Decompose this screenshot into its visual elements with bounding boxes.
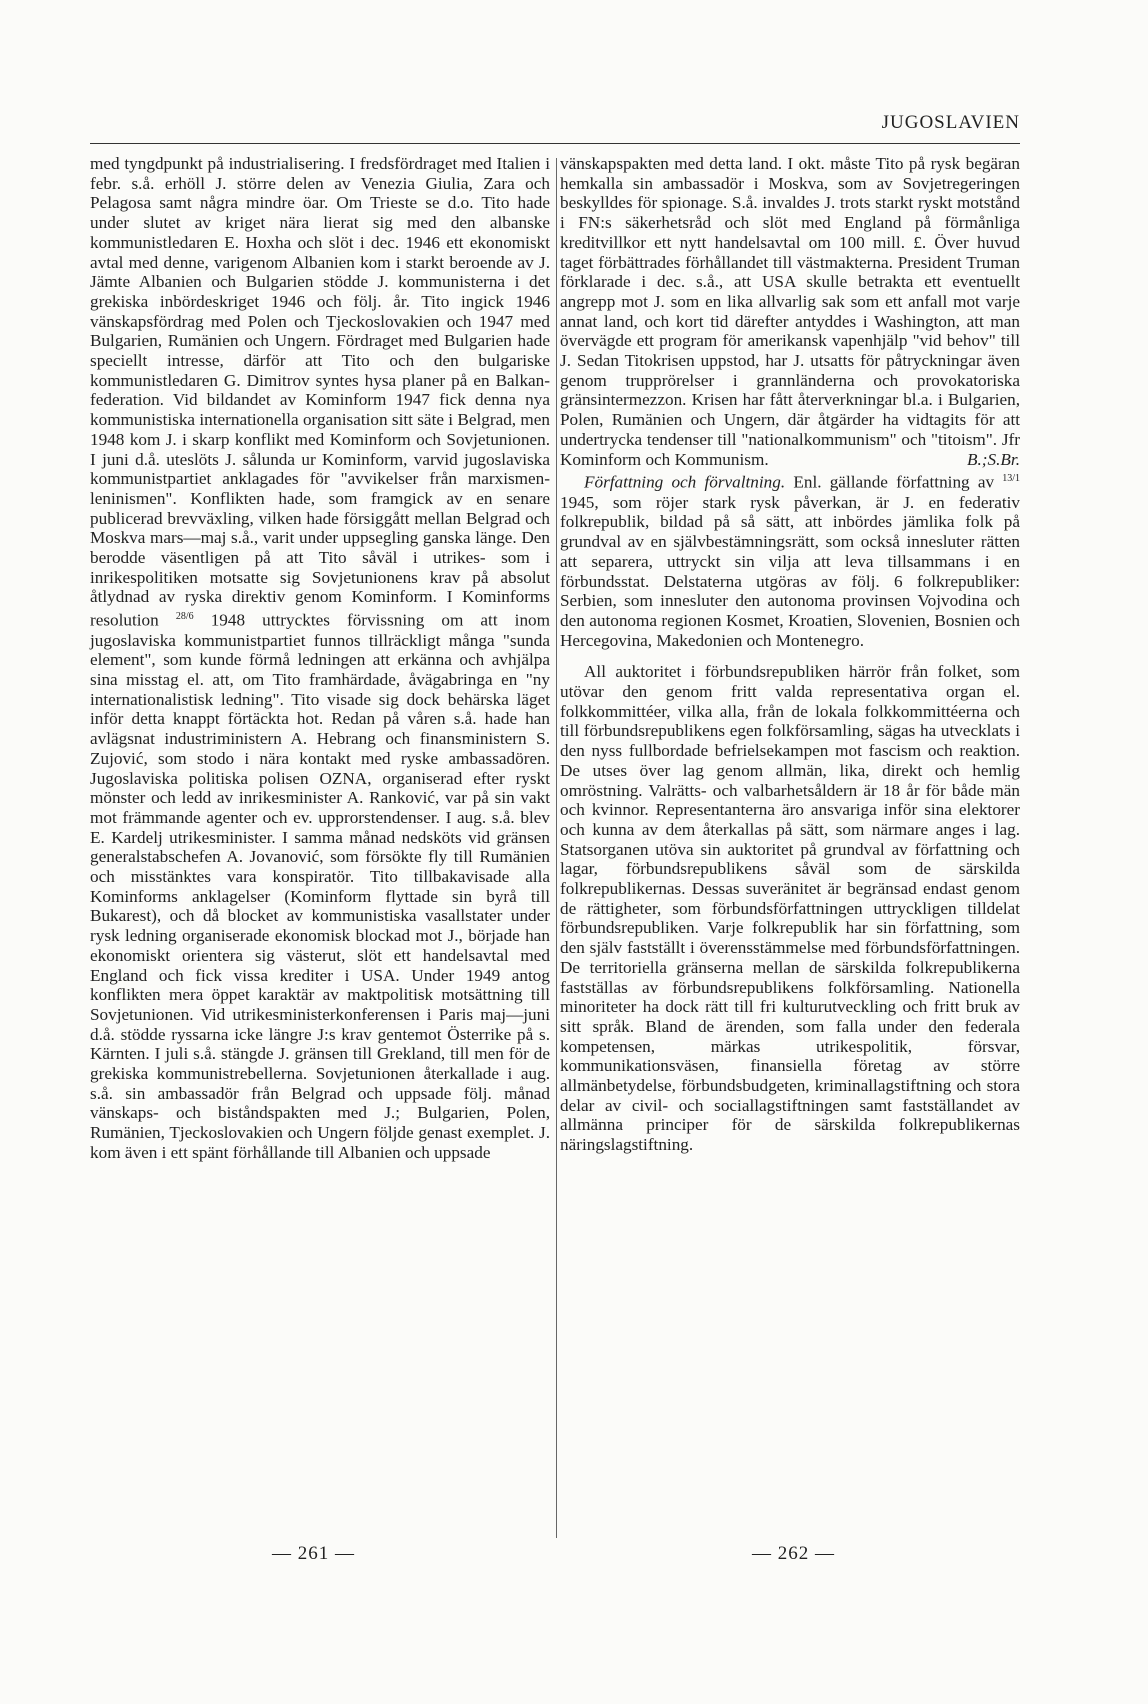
section-heading: Författning och förvaltning. <box>584 472 786 492</box>
right-paragraph-1-text: vänskapspakten med detta land. I okt. måste Tito på rysk begäran hemkalla sin ambassadör i Moskva, som av Sovjetregeringen beskylldes för spionage. S.å. invaldes J. trots starkt ryskt motstånd i FN:s säkerhetsråd och slöt med England på förmånliga kreditvillkor ett nytt handelsavtal om 100 mill. £. Över huvud taget förbättrades förhållandet till västmakterna. President Truman förklarade i dec. s.å., att USA skulle betrakta ett eventuellt angrepp mot J. som en lika allvarlig sak som ett anfall mot varje annat land, och kort tid därefter antyddes i Washington, att man övervägde ett program för amerikansk vapenhjälp "vid behov" till J. Sedan Titokrisen uppstod, har J. utsatts för påtryckningar även genom trupprörelser i grannländerna och provokatoriska gränsintermezzon. Krisen har fått återverkningar bl.a. i Bulgarien, Polen, Rumänien och Ungern, där åtgärder ha vidtagits för att undertrycka tendenser till "nationalkommunism" och "titoism". Jfr Kominform och Kommunism. <box>560 154 1020 469</box>
left-paragraph-part-1: med tyngdpunkt på industrialisering. I fredsfördraget med Italien i febr. s.å. erhöll J. större delen av Venezia Giulia, Zara och Pelagosa samt några mindre öar. Om Trieste se d.o. Tito hade under slutet av kriget nära lierat sig med den albanske kommunistledaren E. Hoxha och slöt i dec. 1946 ett ekonomiskt avtal med denne, varigenom Albanien kom i starkt beroende av J. Jämte Albanien och Bulgarien stödde J. kommunisterna i det grekiska inbördeskriget 1946 och följ. år. Tito ingick 1946 vänskapsfördrag med Polen och Tjeckoslovakien och 1947 med Bulgarien, Rumänien och Ungern. Fördraget med Bulgarien hade speciellt intresse, därför att Tito och den bulgariske kommunistledaren G. Dimitrov syntes hysa planer på en Balkan-federation. Vid bildandet av Kominform 1947 fick denna nya kommunistiska internationella organisation sitt säte i Belgrad, men 1948 kom J. i skarp konflikt med Kominform och Sovjetunionen. I juni d.å. uteslöts J. sålunda ur Kominform, varvid jugoslaviska kommunistpartiet anklagades för "avvikelser från marxismen-leninismen". Konflikten hade, som framgick av en senare publicerad brevväxling, vilken hade försiggått mellan Belgrad och Moskva mars—maj s.å., varit under uppsegling ganska länge. Den berodde väsentligen på att Tito såväl i utrikes- som i inrikespolitiken motsatte sig Sovjetunionens krav på absolut åtlydnad av ryska direktiv genom Kominform. I Kominforms resolution <box>90 154 550 630</box>
right-paragraph-1 <box>560 154 1020 469</box>
resolution-date-fraction: 28/6 <box>175 611 194 623</box>
right-paragraph-2 <box>560 469 1020 650</box>
running-head-title: JUGOSLAVIEN <box>881 112 1020 133</box>
left-paragraph-part-2: 1948 uttrycktes förvissning om att inom jugoslaviska kommunistpartiet funnos tillräckligt många "sunda element", som kunde förmå ledningen att erkänna och avhjälpa sina misstag el. att, om Tito framhärdade, åvägabringa en "ny internationalistisk ledning". Tito visade sig dock behärska läget inför detta knappt förtäckta hot. Redan på våren s.å. hade han avlägsnat industriministern A. Hebrang och finansministern S. Zujović, som stodo i nära kontakt med ryske ambassadören. Jugoslaviska politiska polisen OZNA, organiserad efter ryskt mönster och ledd av inrikesminister A. Ranković, var på sin vakt mot främmande agenter och ev. upprorstendenser. I aug. s.å. blev E. Kardelj utrikesminister. I samma månad nedsköts vid gränsen generalstabschefen A. Jovanović, som försökte fly till Rumänien och misstänktes vara konspiratör. Tito tillbakavisade alla Kominforms anklagelser (Kominform flyttade sin byrå till Bukarest), och då blocket av kommunistiska vasallstater under rysk ledning organiserade ekonomisk blockad mot J., började han ekonomiskt orientera sig västerut, slöt ett handelsavtal med England och fick vissa krediter i USA. Under 1949 antog konflikten mera öppet karaktär av maktpolitisk motsättning till Sovjetunionen. Vid utrikesministerkonferensen i Paris maj—juni d.å. stödde ryssarna icke längre J:s krav gentemot Österrike på s. Kärnten. I juli s.å. stängde J. gränsen till Grekland, till men för de grekiska kommunistrebellerna. Sovjetunionen återkallade i aug. s.å. sin ambassadör från Belgrad och uppsade följ. månad vänskaps- och biståndspakten med J.; Bulgarien, Polen, Rumänien, Tjeckoslovakien och Ungern följde genast exemplet. J. kom även i ett spänt förhållande till Albanien och uppsade <box>90 610 551 1162</box>
right-paragraph-3: All auktoritet i förbundsrepubliken härrör från folket, som utövar den genom fritt valda representativa organ el. folkkommittéer, vilka alla, från de lokala folkkommittéerna och till förbundsrepublikens egen folkförsamling, sägas ha utvecklats i den nyss fullbordade befrielsekampen mot fascism och reaktion. De utses över lag genom allmän, lika, direkt och hemlig omröstning. Valrätts- och valbarhetsåldern är 18 år för både män och kvinnor. Representanterna äro ansvariga inför sina elektorer och kunna av dem återkallas på sätt, som närmare anges i lag. Statsorganen utöva sin auktoritet på grundval av författning och lagar, förbundsrepublikens såväl som de särskilda folkrepublikernas. Dessas suveränitet är begränsad endast genom de rättigheter, som förbundsförfattningen uttryckligen tilldelat förbundsrepubliken. Varje folkrepublik har sin författning, som den själv fastställt i överensstämmelse med förbundsförfattningen. De territoriella gränserna mellan de särskilda folkrepublikerna fastställas av förbundsrepublikens folkförsamling. Nationella minoriteter ha dock rätt till fri kulturutveckling och fritt bruk av sitt språk. Bland de ärenden, som falla under den federala kompetensen, märkas utrikespolitik, försvar, kommunikationsväsen, finansiella företag av större allmänbetydelse, förbundsbudgeten, kriminallagstiftning och stora delar av civil- och sociallagstiftningen samt fastställandet av allmänna principer för de särskilda folkrepublikernas näringslagstiftning. <box>560 662 1020 1155</box>
header-rule <box>90 143 1020 144</box>
page-number-right: — 262 — <box>752 1543 835 1564</box>
author-signature: B.;S.Br. <box>967 449 1020 469</box>
left-column <box>90 154 550 1163</box>
right-paragraph-2a: Enl. gällande författning av <box>793 472 995 492</box>
right-paragraph-2b: 1945, som röjer stark rysk påverkan, är J. en federativ folkrepublik, bildad på så sätt, att inbördes jämlika folk på grundval av en självbestämningsrätt, som också innesluter rätten att separera, uttryckt sin vilja att leva tillsammans i en förbundsstat. Delstaterna utgöras av följ. 6 folkrepubliker: Serbien, som innesluter den autonoma provinsen Vojvodina och den autonoma regionen Kosmet, Kroatien, Slovenien, Bosnien och Hercegovina, Makedonien och Montenegro. <box>560 492 1020 650</box>
column-divider <box>556 158 557 1538</box>
constitution-date-fraction: 13/1 <box>1002 473 1021 485</box>
right-column <box>560 154 1020 1155</box>
left-column-text <box>90 154 550 1163</box>
page-number-left: — 261 — <box>272 1543 355 1564</box>
